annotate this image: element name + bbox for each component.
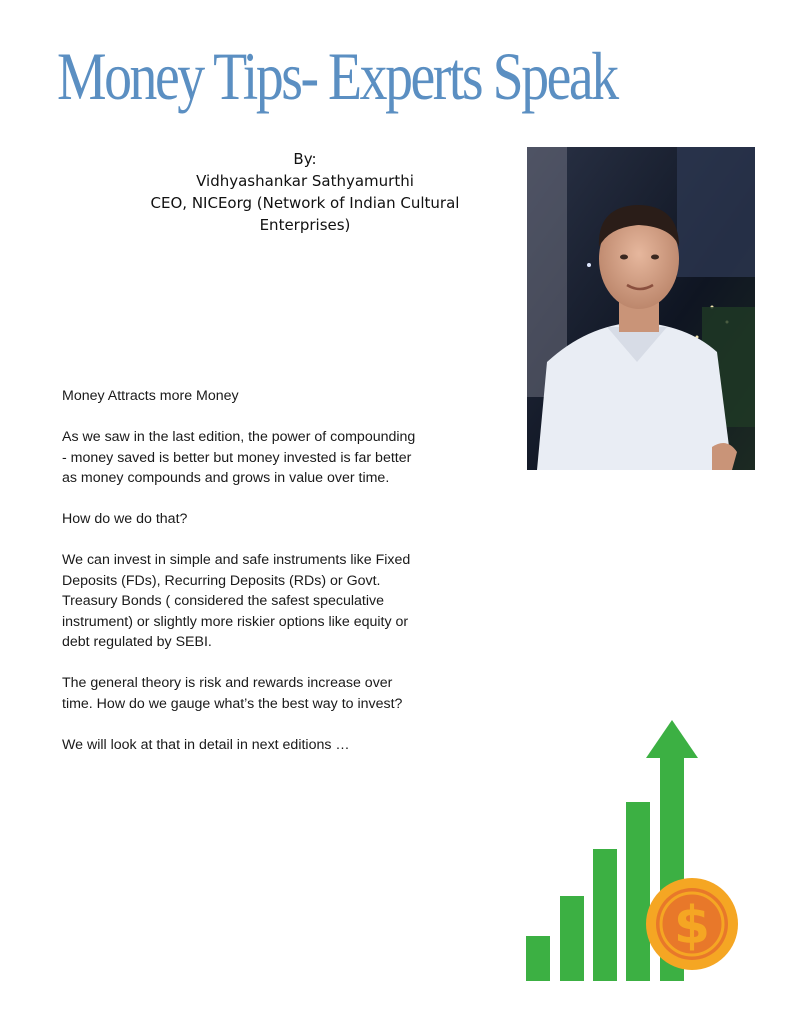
- author-portrait-illustration: [527, 147, 755, 470]
- author-byline: [140, 148, 470, 236]
- dollar-sign-icon: $: [673, 896, 711, 956]
- growth-bar-2: [560, 896, 584, 981]
- author-role-line-1: CEO, NICEorg (Network of Indian Cultural: [150, 194, 460, 212]
- article-paragraph-3: We can invest in simple and safe instruments like Fixed Deposits (FDs), Recurring Deposits (RDs) or Govt. Treasury Bonds ( considered the safest speculative instrument) or slightly more riskier options like equity or debt regulated by SEBI.: [62, 552, 411, 650]
- article-paragraph-5: We will look at that in detail in next editions …: [62, 736, 350, 753]
- growth-bar-3: [593, 849, 617, 981]
- article-paragraph-1: As we saw in the last edition, the power of compounding - money saved is better but money invested is far better as money compounds and grows in value over time.: [62, 429, 416, 486]
- author-role-line-2: Enterprises): [259, 216, 351, 234]
- article-paragraph-4: The general theory is risk and rewards increase over time. How do we gauge what’s the best way to invest?: [62, 675, 403, 712]
- article-body: [62, 386, 422, 776]
- money-growth-illustration: [520, 716, 770, 986]
- growth-chart-icon: [520, 716, 770, 986]
- author-photo: [527, 147, 755, 470]
- byline-label: By:: [293, 150, 317, 168]
- page-title: Money Tips- Experts Speak: [57, 38, 617, 114]
- article-heading: Money Attracts more Money: [62, 388, 239, 404]
- author-name: Vidhyashankar Sathyamurthi: [196, 172, 414, 190]
- growth-bar-1: [526, 936, 550, 981]
- article-paragraph-2: How do we do that?: [62, 511, 188, 527]
- growth-arrow-head-icon: [646, 720, 698, 758]
- growth-bar-4: [626, 802, 650, 981]
